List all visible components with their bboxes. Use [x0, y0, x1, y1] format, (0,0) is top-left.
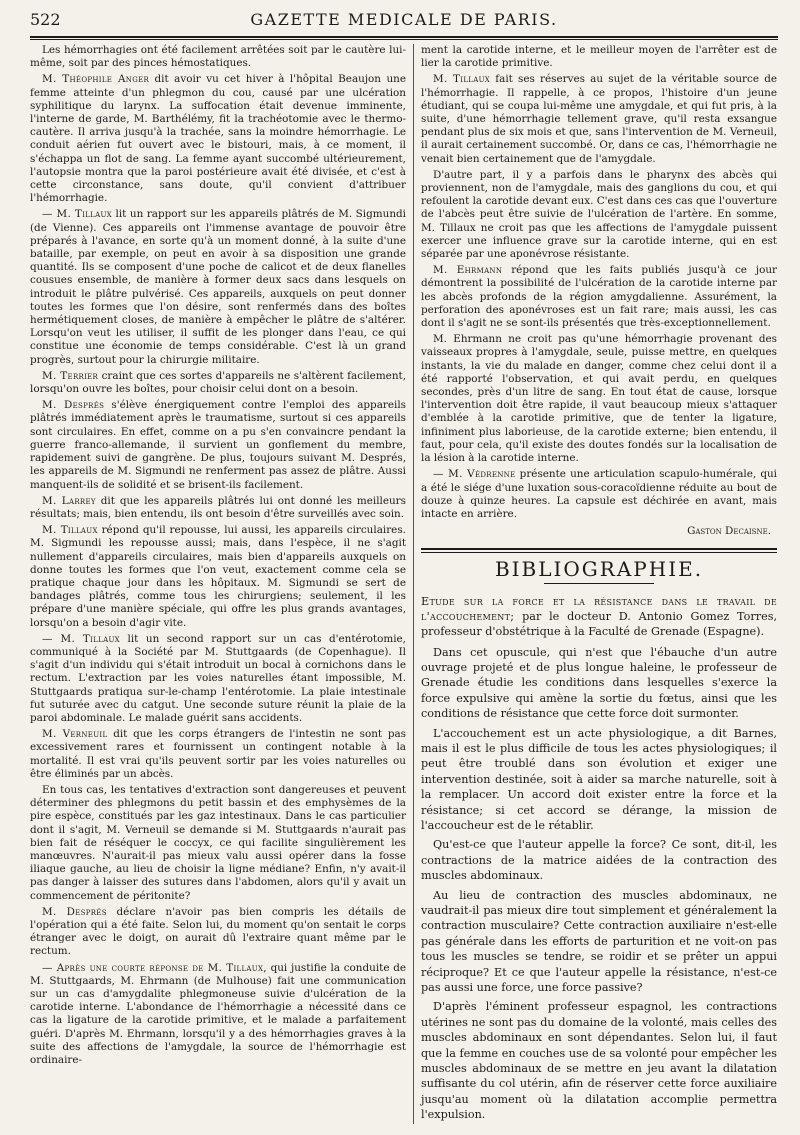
paragraph-text: répond que les faits publiés jusqu'à ce jour démontrent la possibilité de l'ulcération de la carotide interne par les abcès profonds de la région amygdalienne. Assurément, la perforation des aponévroses est un fait rare; mais aussi, les cas dont il s'agit ne se sont-ils présentés que très-exceptionnellement. [421, 264, 777, 330]
paragraph [421, 73, 777, 165]
paragraph [421, 333, 777, 465]
speaker-name: — M. Tillaux [42, 632, 120, 645]
paragraph-text: craint que ces sortes d'appareils ne s'altèrent facilement, lorsqu'on ouvre les boîtes, pour choisir celui dont on a besoin. [30, 369, 406, 396]
paragraph [30, 370, 406, 396]
paragraph [421, 264, 777, 330]
paragraph [30, 784, 406, 903]
paragraph-text: M. Ehrmann ne croit pas qu'une hémorrhagie provenant des vaisseaux propres à l'amygdale, seule, puisse mettre, en quelques instants, la vie du malade en danger, comme chez celui dont il a été rapporté l'observation, et qui avait perdu, en quelques secondes, près d'un litre de sang. En tout état de cause, lorsque l'intervention doit être rapide, il vaut beaucoup mieux s'attaquer d'emblée à la carotide primitive, que de tenter la ligature, infiniment plus laborieuse, de la carotide externe; bien entendu, il faut, pour cela, qu'il existe des doutes fondés sur la localisation de la lésion à la carotide interne. [421, 333, 777, 465]
speaker-name: M. Verneuil [42, 728, 108, 741]
paragraph-text: D'autre part, il y a parfois dans le pharynx des abcès qui proviennent, non de l'amygdale, mais des ganglions du cou, et qui refoulent la carotide devant eux. C'est dans ces cas que l'ouverture de l'abcès peut être suivie de l'ulcération de l'artère. En somme, M. Tillaux ne croit pas que les affections de l'amygdale puissent exercer une influence grave sur la carotide interne, qui en est séparée par une aponévrose résistante. [421, 168, 777, 261]
paragraph-text: qui justifie la conduite de M. Stuttgaards, M. Ehrmann (de Mulhouse) fait une communication sur un cas d'amygdalite phlegmoneuse suivie d'ulcération de la carotide interne. L'abondance de l'hémorrhagie a nécessité dans ce cas la ligature de la carotide primitive, et le malade a parfaitement guéri. D'après M. Ehrmann, lorsqu'il y a des hémorrhagies graves à la suite des affections de l'amygdale, la source de l'hémorrhagie est ordinaire- [30, 961, 407, 1067]
bibliography-heading [421, 594, 777, 639]
bibliography-paragraph: L'accouchement est un acte physiologique, a dit Barnes, mais il est le plus difficile de tous les actes physiologiques; il peut être troublé dans son évolution et exiger une intervention destinée, soit à aider sa marche naturelle, soit à la remplacer. Un accord doit exister entre la force et la résistance; si cet accord se dérange, la mission de l'accoucheur est de le rétablir. [421, 726, 777, 832]
bibliography-paragraph: D'après l'éminent professeur espagnol, les contractions utérines ne sont pas du domaine de la volonté, mais celles des muscles abdominaux en sont dépendantes. Selon lui, il faut que la femme en couches use de sa volonté pour empêcher les muscles abdominaux de se mettre en jeu avant la dilatation suffisante du col utérin, afin de réserver cette force auxiliaire jusqu'au moment où la dilatation accomplie permettra l'expulsion. [421, 1000, 777, 1122]
bibliography-heading-caps: Etude sur la force et la résistance dans le travail de l'accouchement; [421, 594, 777, 623]
paragraph-text: s'élève énergiquement contre l'emploi des appareils plâtrés immédiatement après le traumatisme, surtout si ces appareils sont circulaires. En effet, comme on a pu s'en convaincre pendant la guerre franco-allemande, il survient un gonflement du membre, rapidement suivi de gangrène. De plus, toujours suivant M. Després, les appareils de M. Sigmundi ne renferment pas assez de plâtre. Aussi manquent-ils de solidité et se brisent-ils facilement. [30, 399, 406, 491]
speaker-name: M. Théophile Anger [42, 73, 150, 86]
section-rule [421, 548, 777, 550]
paragraph [421, 169, 777, 261]
paragraph-text: déclare n'avoir pas bien compris les détails de l'opération qui a été faite. Selon lui, du moment qu'on sentait le corps étranger avec le doigt, on aurait dû l'extraire quant même par le rectum. [30, 905, 406, 958]
paragraph [30, 399, 406, 491]
left-column [30, 44, 406, 1070]
paragraph-text: lit un rapport sur les appareils plâtrés de M. Sigmundi (de Vienne). Ces appareils ont l'immense avantage de pouvoir être préparés à l'avance, en sorte qu'à un moment donné, à la suite d'une bataille, par exemple, on peut en avoir à sa disposition une grande quantité. Ils se composent d'une poche de calicot et de deux flanelles cousues ensemble, de manière à former deux sacs dans lesquels on introduit le plâtre pulvérisé. Ces appareils, auxquels on peut donner toutes les formes que l'on désire, sont renfermés dans des boîtes hermétiquement closes, de manière à empêcher le plâtre de s'altérer. Lorsqu'on veut les utiliser, il suffit de les plonger dans l'eau, ce qui constitue une économie de temps considérable. C'est là un grand progrès, surtout pour la chirurgie militaire. [30, 208, 406, 366]
speaker-name: M. Tillaux [42, 524, 98, 537]
paragraph [30, 524, 406, 630]
speaker-name: M. Després [42, 905, 107, 918]
page-header [30, 8, 778, 32]
paragraph [30, 73, 406, 205]
speaker-name: M. Tillaux [433, 73, 491, 86]
speaker-name: M. Terrier [42, 369, 99, 382]
paragraph-text: dit que les appareils plâtrés lui ont donné les meilleurs résultats; mais, bien entendu, ils ont besoin d'être surveillés avec soin. [30, 494, 406, 520]
speaker-name: — Après une courte réponse de M. Tillaux, [42, 961, 267, 974]
header-rule-thin [30, 39, 778, 40]
title-rule [544, 583, 654, 584]
paragraph-text: dit que les corps étrangers de l'intestin ne sont pas excessivement rares et fournissent un contingent notable à la mortalité. Il est vrai qu'ils peuvent sortir par les voies naturelles ou être éliminés par un abcès. [30, 728, 406, 780]
bibliography-title: BIBLIOGRAPHIE. [494, 557, 704, 582]
paragraph-text: lit un second rapport sur un cas d'entérotomie, communiqué à la Société par M. Stuttgaards (de Copenhague). Il s'agit d'un individu qui s'était introduit un bocal à cornichons dans le rectum. L'extraction par les voies naturelles étant impossible, M. Stuttgaards pratiqua sur-le-champ l'entérotomie. La plaie intestinale fut suturée avec du catgut. Une seconde suture réunit la plaie de la paroi abdominale. Le malade guérit sans accidents. [30, 632, 406, 724]
paragraph [30, 495, 406, 521]
column-divider [413, 44, 414, 1124]
bibliography-heading-rest: par le docteur D. Antonio Gomez Torres, professeur d'obstétrique à la Faculté de Grenade (Espagne). [421, 609, 778, 638]
speaker-name: M. Després [42, 399, 105, 412]
paragraph [30, 633, 406, 725]
paragraph [30, 962, 406, 1068]
paragraph [421, 468, 777, 521]
paragraph [421, 44, 777, 70]
paragraph-text: répond qu'il repousse, lui aussi, les appareils circulaires. M. Sigmundi les repousse aussi; mais, dans l'espèce, il ne s'agit nullement d'appareils circulaires, mais bien d'appareils auxquels on donne toutes les formes que l'on veut, exactement comme cela se pratique chaque jour dans les hôpitaux. M. Sigmundi se sert de bandages plâtrés, comme tous les chirurgiens; seulement, il les prépare d'une manière spéciale, qui offre les plus grands avantages, lorsqu'on a besoin d'agir vite. [30, 524, 406, 629]
paragraph-text: fait ses réserves au sujet de la véritable source de l'hémorrhagie. Il rappelle, à ce propos, l'histoire d'un jeune étudiant, qui se coupa lui-même une amygdale, et qui fut pris, à la suite, d'une hémorrhagie tellement grave, qu'il resta exsangue pendant plus de six mois et que, sans l'intervention de M. Verneuil, il aurait certainement succombé. Or, dans ce cas, l'hémorrhagie ne venait bien certainement que de l'amygdale. [421, 73, 777, 165]
paragraph-text: ment la carotide interne, et le meilleur moyen de l'arrêter est de lier la carotide primitive. [421, 44, 777, 70]
bibliography-paragraph: Au lieu de contraction des muscles abdominaux, ne vaudrait-il pas mieux dire tout simplement et généralement la contraction musculaire? Cette contraction auxiliaire n'est-elle pas générale dans les efforts de parturition et ne voit-on pas tous les muscles se tendre, se roidir et se prêter un appui réciproque? Et ce que l'auteur appelle la résistance, n'est-ce pas aussi une force, une force passive? [421, 888, 777, 995]
paragraph [30, 44, 406, 70]
paragraph-text: Les hémorrhagies ont été facilement arrêtées soit par le cautère lui-même, soit par des pinces hémostatiques. [30, 44, 406, 70]
paragraph-text: dit avoir vu cet hiver à l'hôpital Beaujon une femme atteinte d'un phlegmon du cou, causé par une ulcération syphilitique du larynx. La suffocation était devenue imminente, l'interne de garde, M. Barthélémy, fit la trachéotomie avec le thermo-cautère. Il arriva jusqu'à la trachée, sans la moindre hémorrhagie. Le conduit aérien fut ouvert avec le bistouri, mais, à ce moment, il s'échappa un flot de sang. La femme ayant succombé ultérieurement, l'autopsie montra que la paroi postérieure avait été divisée, et c'est à cette circonstance, sans doute, qu'il convient d'attribuer l'hémorrhagie. [30, 73, 406, 205]
journal-title: GAZETTE MEDICALE DE PARIS. [250, 10, 558, 29]
speaker-name: M. Ehrmann [433, 264, 503, 277]
paragraph [30, 906, 406, 959]
paragraph [30, 208, 406, 366]
header-rule [30, 36, 778, 38]
bibliography-paragraph: Qu'est-ce que l'auteur appelle la force? Ce sont, dit-il, les contractions de la matrice aidées de la contraction des muscles abdominaux. [421, 838, 777, 883]
speaker-name: — M. Tillaux [42, 208, 112, 221]
right-column-paragraphs [421, 44, 777, 521]
speaker-name: — M. Védrenne [433, 468, 516, 481]
bibliography-body [421, 645, 777, 1123]
right-column [421, 44, 777, 1127]
section-rule-thin [421, 552, 777, 553]
speaker-name: M. Larrey [42, 494, 96, 507]
signature: Gaston Decaisne. [687, 525, 771, 538]
paragraph-text: présente une articulation scapulo-humérale, qui a été le siége d'une luxation sous-coracoïdienne réduite au bout de douze à quinze heures. La capsule est déchirée en avant, mais intacte en arrière. [421, 468, 777, 520]
bibliography-paragraph: Dans cet opuscule, qui n'est que l'ébauche d'un autre ouvrage projeté et de plus longue haleine, le professeur de Grenade étudie les conditions dans lesquelles s'exerce la force expulsive qui amène la sortie du fœtus, ainsi que les conditions de résistance que cette force doit surmonter. [421, 645, 777, 721]
paragraph [30, 728, 406, 781]
page-number: 522 [30, 10, 61, 29]
paragraph-text: En tous cas, les tentatives d'extraction sont dangereuses et peuvent déterminer des phlegmons du petit bassin et des emphysèmes de la pire espèce, constitués par les gaz intestinaux. Dans le cas particulier dont il s'agit, M. Verneuil se demande si M. Stuttgaards n'aurait pas bien fait de réséquer le coccyx, ce qui facilite singulièrement les manœuvres. N'aurait-il pas mieux valu aussi opérer dans la fosse iliaque gauche, au lieu de choisir la ligne médiane? Enfin, n'y avait-il pas danger à laisser des sutures dans l'abdomen, alors qu'il y avait un commencement de péritonite? [30, 783, 406, 902]
